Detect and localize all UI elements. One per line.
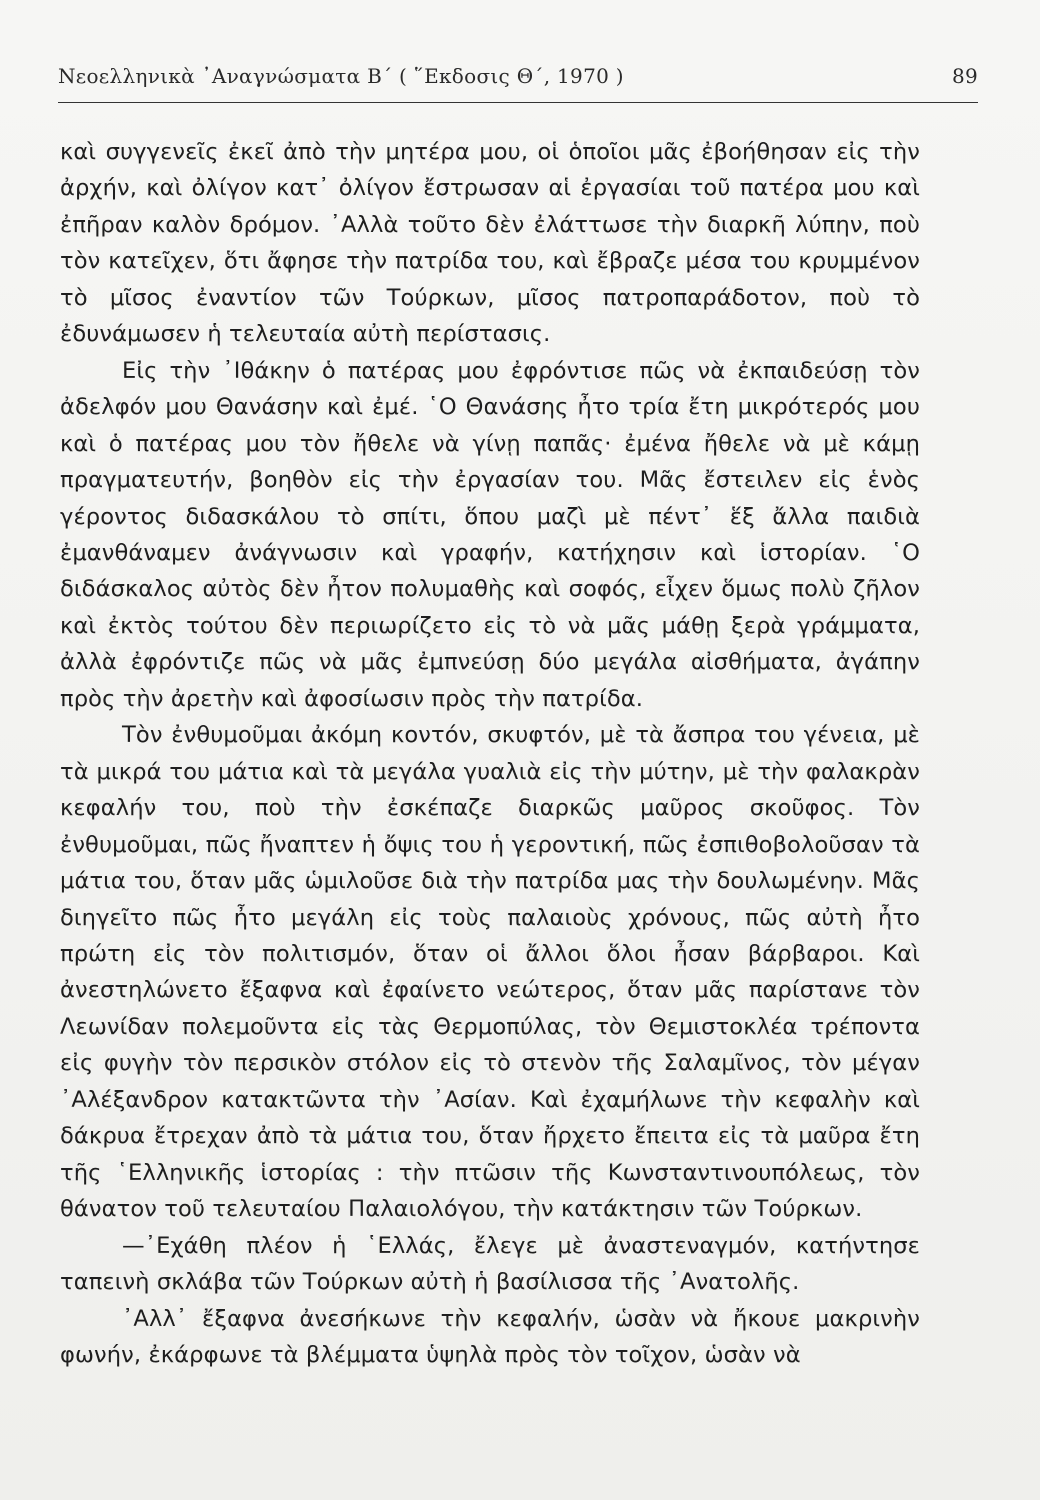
header-rule — [58, 102, 978, 103]
paragraph-3: Τὸν ἐνθυμοῦμαι ἀκόμη κοντόν, σκυφτόν, μὲ τὰ ἄσπρα του γένεια, μὲ τὰ μικρά του μάτια καὶ τὰ μεγάλα γυαλιὰ εἰς τὴν μύτην, μὲ τὴν φαλακρὰν κεφαλήν του, ποὺ τὴν ἐσκέπαζε διαρκῶς μαῦρος σκοῦφος. Τὸν ἐνθυμοῦμαι, πῶς ἤναπτεν ἡ ὄψις του ἡ γεροντική, πῶς ἐσπιθοβολοῦσαν τὰ μάτια του, ὅταν μᾶς ὡμιλοῦσε διὰ τὴν πατρίδα μας τὴν δουλωμένην. Μᾶς διηγεῖτο πῶς ἦτο μεγάλη εἰς τοὺς παλαιοὺς χρόνους, πῶς αὐτὴ ἦτο πρώτη εἰς τὸν πολιτισμόν, ὅταν οἱ ἄλλοι ὅλοι ἦσαν βάρβαροι. Καὶ ἀνεστηλώνετο ἔξαφνα καὶ ἐφαίνετο νεώτερος, ὅταν μᾶς παρίστανε τὸν Λεωνίδαν πολεμοῦντα εἰς τὰς Θερμοπύλας, τὸν Θεμιστοκλέα τρέποντα εἰς φυγὴν τὸν περσικὸν στόλον εἰς τὸ στενὸν τῆς Σαλαμῖνος, τὸν μέγαν ᾿Αλέξανδρον κατακτῶντα τὴν ᾿Ασίαν. Καὶ ἐχαμήλωνε τὴν κεφαλὴν καὶ δάκρυα ἔτρεχαν ἀπὸ τὰ μάτια του, ὅταν ἤρχετο ἔπειτα εἰς τὰ μαῦρα ἔτη τῆς ῾Ελληνικῆς ἱστορίας : τὴν πτῶσιν τῆς Κωνσταντινουπόλεως, τὸν θάνατον τοῦ τελευταίου Παλαιολόγου, τὴν κατάκτησιν τῶν Τούρκων. — [60, 722, 920, 1223]
paragraph-5: ᾿Αλλ᾿ ἔξαφνα ἀνεσήκωνε τὴν κεφαλήν, ὡσὰν νὰ ἤκουε μακρινὴν φωνήν, ἐκάρφωνε τὰ βλέμματα ὑψηλὰ πρὸς τὸν τοῖχον, ὡσὰν νὰ — [60, 1305, 920, 1368]
paragraph-2: Εἰς τὴν ᾿Ιθάκην ὁ πατέρας μου ἐφρόντισε πῶς νὰ ἐκπαιδεύσῃ τὸν ἀδελφόν μου Θανάσην καὶ ἐμέ. ῾Ο Θανάσης ἦτο τρία ἔτη μικρότερός μου καὶ ὁ πατέρας μου τὸν ἤθελε νὰ γίνῃ παπᾶς· ἐμένα ἤθελε νὰ μὲ κάμῃ πραγματευτήν, βοηθὸν εἰς τὴν ἐργασίαν του. Μᾶς ἔστειλεν εἰς ἑνὸς γέροντος διδασκάλου τὸ σπίτι, ὅπου μαζὶ μὲ πέντ᾿ ἕξ ἄλλα παιδιὰ ἐμανθάναμεν ἀνάγνωσιν καὶ γραφήν, κατήχησιν καὶ ἱστορίαν. ῾Ο διδάσκαλος αὐτὸς δὲν ἦτον πολυμαθὴς καὶ σοφός, εἶχεν ὅμως πολὺ ζῆλον καὶ ἐκτὸς τούτου δὲν περιωρίζετο εἰς τὸ νὰ μᾶς μάθῃ ξερὰ γράμματα, ἀλλὰ ἐφρόντιζε πῶς νὰ μᾶς ἐμπνεύσῃ δύο μεγάλα αἰσθήματα, ἀγάπην πρὸς τὴν ἀρετὴν καὶ ἀφοσίωσιν πρὸς τὴν πατρίδα. — [60, 357, 920, 712]
running-title: Νεοελληνικὰ ᾿Αναγνώσματα Β΄ ( ῞Εκδοσις Θ΄, 1970 ) — [58, 64, 624, 88]
body-text — [60, 134, 920, 1424]
page-number: 89 — [951, 64, 978, 88]
paragraph-4: —᾿Εχάθη πλέον ἡ ῾Ελλάς, ἔλεγε μὲ ἀναστεναγμόν, κατήντησε ταπεινὴ σκλάβα τῶν Τούρκων αὐτὴ ἡ βασίλισσα τῆς ᾿Ανατολῆς. — [60, 1232, 920, 1296]
paragraph-1: καὶ συγγενεῖς ἐκεῖ ἀπὸ τὴν μητέρα μου, οἱ ὁποῖοι μᾶς ἐβοήθησαν εἰς τὴν ἀρχήν, καὶ ὀλίγον κατ᾿ ὀλίγον ἔστρωσαν αἱ ἐργασίαι τοῦ πατέρα μου καὶ ἐπῆραν καλὸν δρόμον. ᾿Αλλὰ τοῦτο δὲν ἐλάττωσε τὴν διαρκῆ λύπην, ποὺ τὸν κατεῖχεν, ὅτι ἄφησε τὴν πατρίδα του, καὶ ἔβραζε μέσα του κρυμμένον τὸ μῖσος ἐναντίον τῶν Τούρκων, μῖσος πατροπαράδοτον, ποὺ τὸ ἐδυνάμωσεν ἡ τελευταία αὐτὴ περίστασις. — [60, 139, 920, 348]
running-head — [58, 64, 978, 98]
